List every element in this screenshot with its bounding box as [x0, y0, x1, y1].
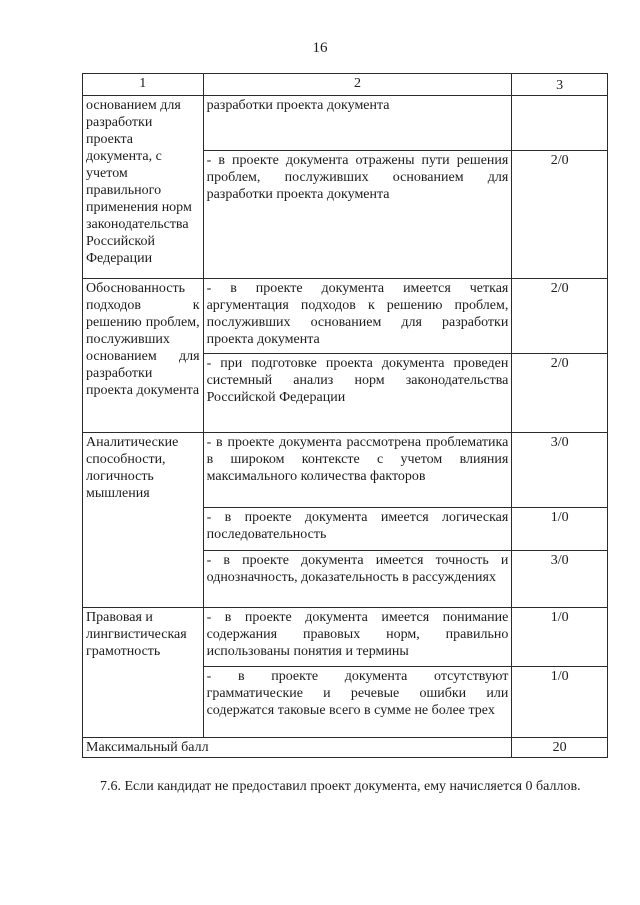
score-cell: 1/0: [512, 667, 608, 738]
table-row: [83, 433, 608, 508]
indicator-cell: - в проекте документа имеется понимание содержания правовых норм, правильно использованы понятия и термины: [203, 608, 512, 667]
score-cell: 2/0: [512, 279, 608, 354]
score-cell: 1/0: [512, 608, 608, 667]
score-cell: 3/0: [512, 433, 608, 508]
header-col-2: 2: [203, 74, 512, 96]
score-cell: 1/0: [512, 508, 608, 551]
total-row: [83, 738, 608, 758]
table-row: [83, 608, 608, 667]
score-cell: 2/0: [512, 354, 608, 433]
indicator-cell: разработки проекта документа: [203, 96, 512, 151]
criterion-cell: Обоснованность подходов к решению проблем, послуживших основанием для разработки проекта документа: [83, 279, 204, 433]
header-col-1: 1: [83, 74, 204, 96]
indicator-cell: - при подготовке проекта документа проведен системный анализ норм законодательства Российской Федерации: [203, 354, 512, 433]
total-label: Максимальный балл: [83, 738, 512, 758]
total-value: 20: [512, 738, 608, 758]
final-paragraph: 7.6. Если кандидат не предоставил проект документа, ему начисляется 0 баллов.: [100, 779, 581, 794]
criterion-cell: Правовая и лингвистическая грамотность: [83, 608, 204, 738]
indicator-cell: - в проекте документа имеется логическая последовательность: [203, 508, 512, 551]
indicator-cell: - в проекте документа отражены пути решения проблем, послуживших основанием для разработки проекта документа: [203, 151, 512, 279]
table-row: [83, 96, 608, 151]
indicator-cell: - в проекте документа имеется точность и однозначность, доказательность в рассуждениях: [203, 551, 512, 608]
score-cell: [512, 96, 608, 151]
indicator-cell: - в проекте документа имеется четкая аргументация подходов к решению проблем, послуживших основанием для разработки проекта документа: [203, 279, 512, 354]
indicator-cell: - в проекте документа рассмотрена проблематика в широком контексте с учетом влияния максимального количества факторов: [203, 433, 512, 508]
score-cell: 3/0: [512, 551, 608, 608]
scoring-table: [82, 73, 608, 758]
page-number: 16: [312, 40, 328, 56]
header-col-3: 3: [512, 74, 608, 96]
score-cell: 2/0: [512, 151, 608, 279]
table-header-row: [83, 74, 608, 96]
indicator-cell: - в проекте документа отсутствуют грамматические и речевые ошибки или содержатся таковые всего в сумме не более трех: [203, 667, 512, 738]
criterion-cell: Аналитические способности, логичность мышления: [83, 433, 204, 608]
table-row: [83, 279, 608, 354]
criterion-cell: основанием для разработки проекта документа, с учетом правильного применения норм законодательства Российской Федерации: [83, 96, 204, 279]
